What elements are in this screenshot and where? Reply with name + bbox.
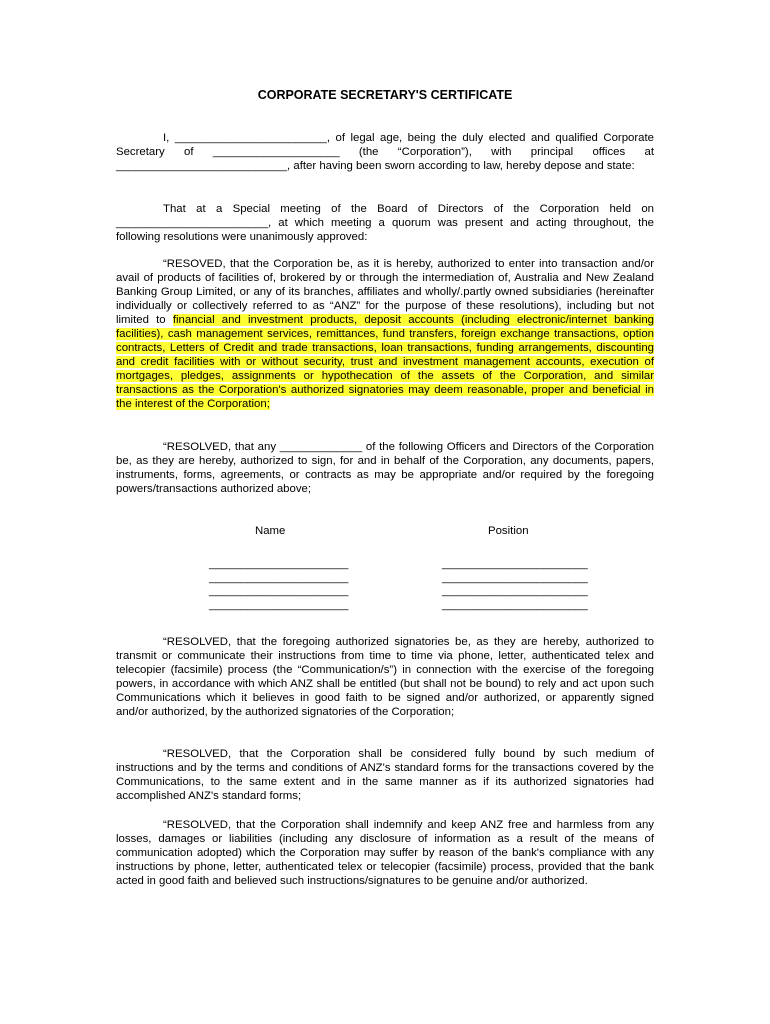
paragraph-resolution-signatories [116, 440, 654, 496]
document-title: CORPORATE SECRETARY'S CERTIFICATE [257, 88, 513, 102]
paragraph-text: “RESOLVED, that the Corporation shall be considered fully bound by such medium of instructions and by the terms and conditions of ANZ's standard forms for the transactions covered by the Communications, to the same extent and in the same manner as if its authorized signatories had accomplished ANZ's standard forms; [116, 748, 654, 802]
paragraph-text: “RESOVED, that the Corporation be, as it is hereby, authorized to enter into transaction and/or avail of products of facilities of, brokered by or through the intermediation of, Australia and New Zealand Banking Group Limited, or any of its branches, affiliates and wholly/.partly owned subsidiaries (hereinafter individually or collectively referred to as “ANZ” for the purpose of these resolutions), including but not limited to [116, 258, 654, 326]
name-column-header: Name [255, 525, 286, 537]
paragraph-deposition [116, 131, 654, 173]
paragraph-resolution-bound [116, 747, 654, 803]
paragraph-text: I, ________________________, of legal age, being the duly elected and qualified Corporate Secretary of ____________________ (the “Corporation”), with principal offices at ___________________________, after having been sworn according to law, hereby depose and state: [116, 132, 654, 172]
paragraph-meeting [116, 202, 654, 244]
position-signature-lines: _______________________ _______________________ _______________________ _______________________ [442, 558, 588, 611]
paragraph-text: “RESOLVED, that the Corporation shall indemnify and keep ANZ free and harmless from any losses, damages or liabilities (including any disclosure of information as a result of the means of communication adopted) which the Corporation may suffer by reason of the bank's compliance with any instructions by phone, letter, authenticated telex or telecopier (facsimile) process, provided that the bank acted in good faith and believed such instructions/signatures to be genuine and/or authorized. [116, 819, 654, 887]
paragraph-text: “RESOLVED, that any _____________ of the following Officers and Directors of the Corporation be, as they are hereby, authorized to sign, for and in behalf of the Corporation, any documents, papers, instruments, forms, agreements, or contracts as may be appropriate and/or required by the foregoing powers/transactions authorized above; [116, 441, 654, 495]
paragraph-text: “RESOLVED, that the foregoing authorized signatories be, as they are hereby, authorized to transmit or communicate their instructions from time to time via phone, letter, authenticated telex and telecopier (facsimile) process (the “Communication/s”) in connection with the exercise of the foregoing powers, in accordance with which ANZ shall be entitled (but shall not be bound) to rely and act upon such Communications which it believes in good faith to be signed and/or authorized, or apparently signed and/or authorized, by the authorized signatories of the Corporation; [116, 636, 654, 718]
highlighted-text: financial and investment products, deposit accounts (including electronic/internet banking facilities), cash management services, remittances, fund transfers, foreign exchange transactions, option contracts, Letters of Credit and trade transactions, loan transactions, funding arrangements, discounting and credit facilities with or without security, trust and investment management accounts, execution of mortgages, pledges, assignments or hypothecation of the assets of the Corporation, and similar transactions as the Corporation's authorized signatories may deem reasonable, proper and beneficial in the interest of the Corporation; [116, 314, 654, 410]
paragraph-resolution-communications [116, 635, 654, 719]
paragraph-resolution-indemnify [116, 818, 654, 888]
paragraph-text: That at a Special meeting of the Board of Directors of the Corporation held on ________________________, at which meeting a quorum was present and acting throughout, the following resolutions were unanimously approved: [116, 203, 654, 243]
position-column-header: Position [488, 525, 529, 537]
name-signature-lines: ______________________ ______________________ ______________________ ______________________ [209, 558, 349, 611]
paragraph-resolution-products [116, 257, 654, 411]
